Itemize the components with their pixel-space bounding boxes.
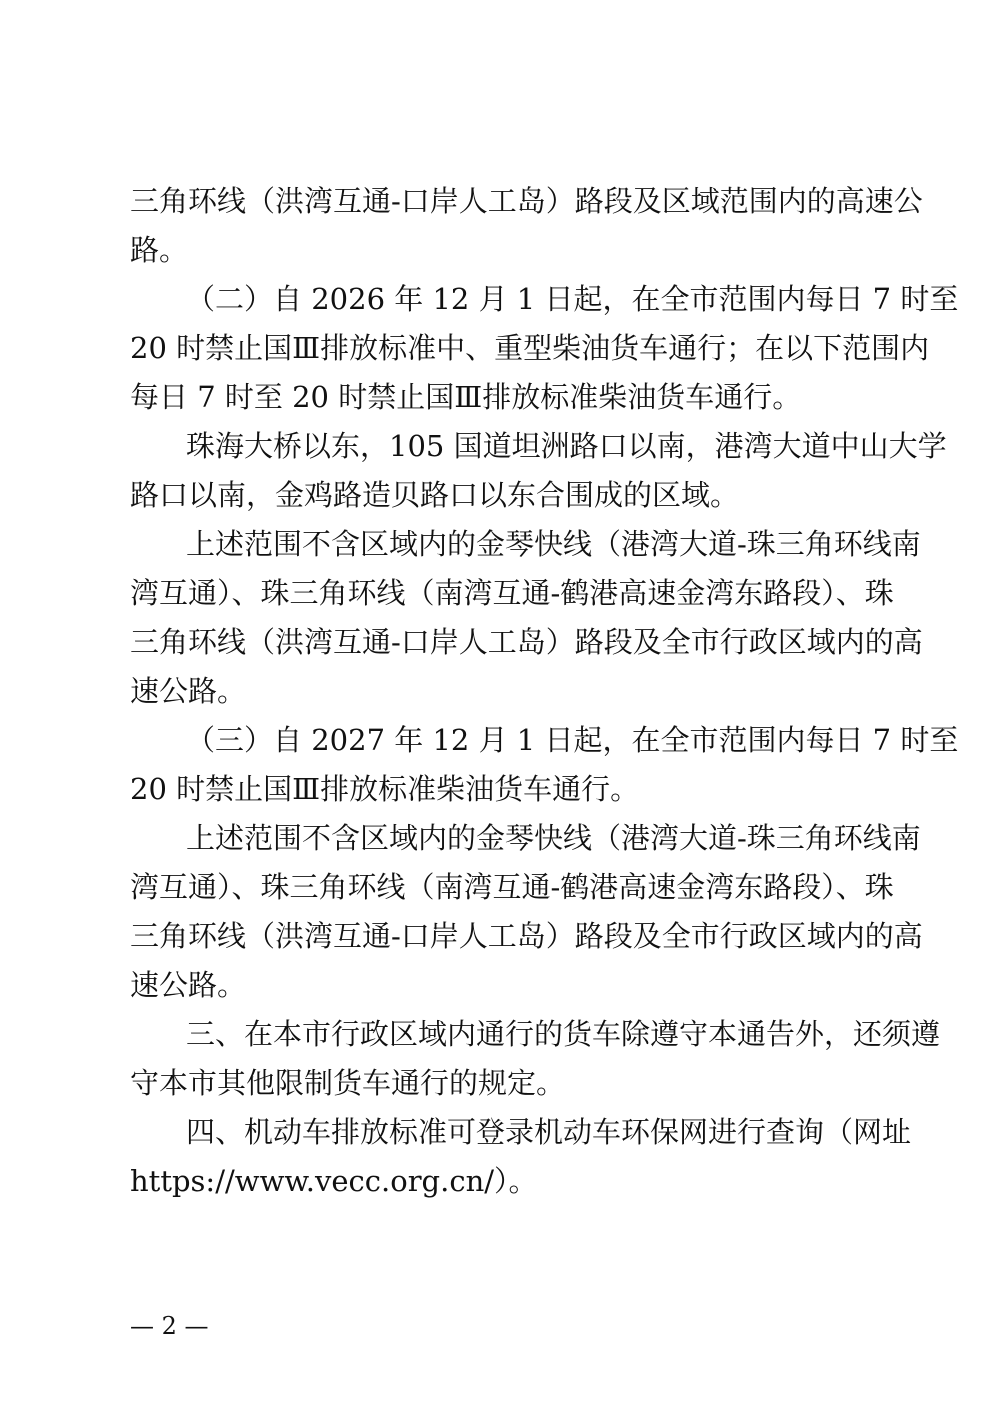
text-line: 20 时禁止国Ⅲ排放标准中、重型柴油货车通行；在以下范围内	[130, 331, 930, 365]
text-line: 四、机动车排放标准可登录机动车环保网进行查询（网址	[186, 1115, 912, 1149]
text-line: 路。	[130, 233, 189, 267]
text-line: 上述范围不含区域内的金琴快线（港湾大道-珠三角环线南	[186, 527, 921, 561]
text-line: https://www.vecc.org.cn/）。	[130, 1164, 538, 1198]
text-line: 湾互通）、珠三角环线（南湾互通-鹤港高速金湾东路段）、珠	[130, 576, 894, 610]
text-line: 三角环线（洪湾互通-口岸人工岛）路段及全市行政区域内的高	[130, 625, 923, 659]
text-line: 三角环线（洪湾互通-口岸人工岛）路段及区域范围内的高速公	[130, 184, 923, 218]
text-line: （三）自 2027 年 12 月 1 日起，在全市范围内每日 7 时至	[186, 723, 959, 757]
text-line: 上述范围不含区域内的金琴快线（港湾大道-珠三角环线南	[186, 821, 921, 855]
text-line: （二）自 2026 年 12 月 1 日起，在全市范围内每日 7 时至	[186, 282, 959, 316]
text-line: 三角环线（洪湾互通-口岸人工岛）路段及全市行政区域内的高	[130, 919, 923, 953]
text-line: 路口以南，金鸡路造贝路口以东合围成的区域。	[130, 478, 740, 512]
text-line: 20 时禁止国Ⅲ排放标准柴油货车通行。	[130, 772, 640, 806]
text-line: 每日 7 时至 20 时禁止国Ⅲ排放标准柴油货车通行。	[130, 380, 802, 414]
text-line: 速公路。	[130, 968, 247, 1002]
text-line: 三、在本市行政区域内通行的货车除遵守本通告外，还须遵	[186, 1017, 941, 1051]
text-line: 速公路。	[130, 674, 247, 708]
text-line: 守本市其他限制货车通行的规定。	[130, 1066, 566, 1100]
text-line: 珠海大桥以东，105 国道坦洲路口以南，港湾大道中山大学	[186, 429, 947, 463]
page-number: — 2 —	[130, 1312, 209, 1340]
text-line: 湾互通）、珠三角环线（南湾互通-鹤港高速金湾东路段）、珠	[130, 870, 894, 904]
